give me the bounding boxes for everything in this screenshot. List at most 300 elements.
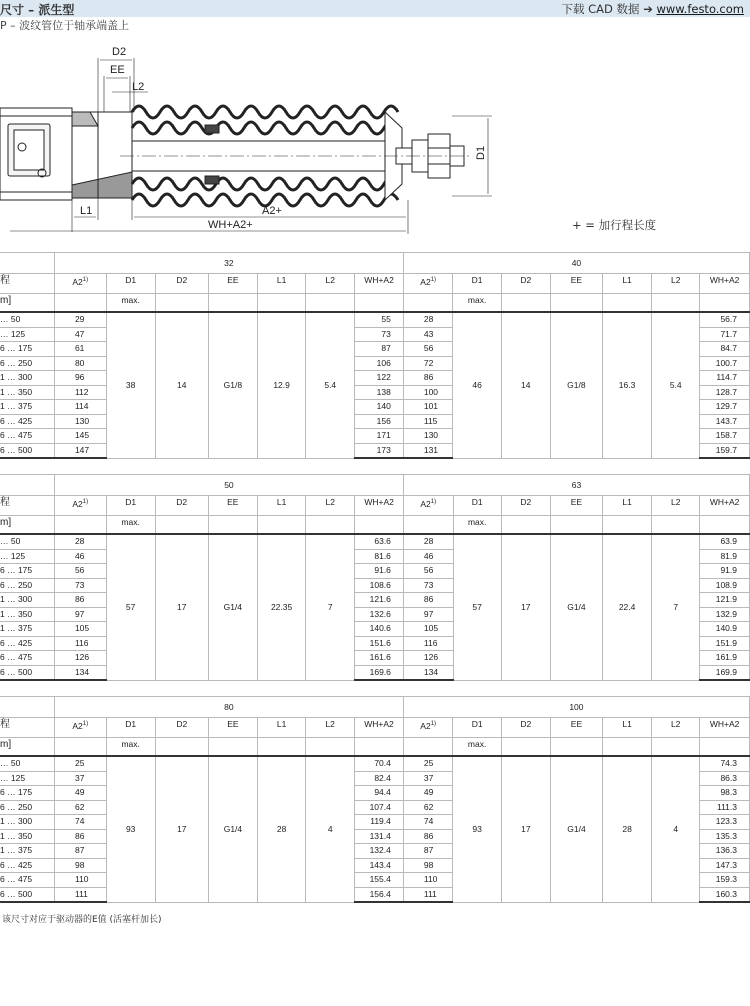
stroke-range: … 50 bbox=[0, 756, 54, 771]
l2-value: 5.4 bbox=[306, 312, 355, 458]
column-header bbox=[501, 718, 550, 738]
wha2-value: 147.3 bbox=[700, 858, 750, 873]
row-label-unit: m] bbox=[0, 294, 54, 313]
table-cell bbox=[403, 738, 453, 757]
footnote: 该尺寸对应于驱动器的E值 (活塞杆加长) bbox=[2, 915, 162, 925]
d2-value: 14 bbox=[501, 312, 550, 458]
column-header-label: L2 bbox=[670, 719, 681, 729]
column-header-label: WH+A2 bbox=[709, 497, 740, 507]
column-header bbox=[453, 496, 501, 516]
a2-value: 110 bbox=[54, 873, 106, 888]
wha2-value: 169.9 bbox=[700, 665, 750, 680]
table-cell bbox=[700, 516, 750, 535]
table-cell bbox=[652, 294, 700, 313]
a2-value: 97 bbox=[403, 607, 453, 622]
wha2-value: 81.9 bbox=[700, 549, 750, 564]
row-label: 程 bbox=[0, 496, 54, 516]
stroke-range: 1 … 300 bbox=[0, 593, 54, 608]
table-cell bbox=[257, 516, 305, 535]
table-cell bbox=[603, 516, 652, 535]
column-header bbox=[700, 718, 750, 738]
l2-value: 4 bbox=[306, 756, 355, 902]
bore-size-header: 80 bbox=[54, 697, 403, 718]
l1-value: 22.4 bbox=[603, 534, 652, 680]
column-header bbox=[652, 718, 700, 738]
column-header-label: L1 bbox=[622, 719, 632, 729]
column-header bbox=[355, 274, 404, 294]
d2-value: 14 bbox=[155, 312, 208, 458]
d1-value: 57 bbox=[106, 534, 155, 680]
a2-value: 105 bbox=[403, 622, 453, 637]
column-header bbox=[155, 496, 208, 516]
d1-value: 93 bbox=[106, 756, 155, 902]
column-header-label: L2 bbox=[325, 275, 335, 285]
table-cell bbox=[501, 516, 550, 535]
table-cell bbox=[306, 516, 355, 535]
column-header bbox=[501, 496, 550, 516]
d2-value: 17 bbox=[501, 534, 550, 680]
column-header-label: L1 bbox=[622, 275, 632, 285]
l2-value: 5.4 bbox=[652, 312, 700, 458]
a2-value: 112 bbox=[54, 385, 106, 400]
wha2-value: 63.9 bbox=[700, 534, 750, 549]
a2-value: 73 bbox=[403, 578, 453, 593]
table-cell bbox=[306, 738, 355, 757]
a2-value: 145 bbox=[54, 429, 106, 444]
column-header-label: L1 bbox=[276, 497, 287, 507]
wha2-value: 161.9 bbox=[700, 651, 750, 666]
column-header-label: L2 bbox=[325, 497, 335, 507]
wha2-value: 159.7 bbox=[700, 443, 750, 458]
column-header bbox=[700, 274, 750, 294]
table-cell bbox=[155, 294, 208, 313]
d2-value: 17 bbox=[155, 756, 208, 902]
label-wha2: WH+A2+ bbox=[208, 219, 253, 231]
stroke-range: 6 … 425 bbox=[0, 414, 54, 429]
table-cell bbox=[258, 294, 306, 313]
row-label-cell bbox=[0, 697, 54, 718]
column-header bbox=[355, 496, 404, 516]
column-header bbox=[54, 496, 106, 516]
row-label-cell bbox=[0, 475, 54, 496]
wha2-value: 70.4 bbox=[355, 756, 404, 771]
label-d1: D1 bbox=[475, 145, 487, 160]
l1-value: 28 bbox=[603, 756, 652, 902]
wha2-value: 151.9 bbox=[700, 636, 750, 651]
stroke-range: 1 … 300 bbox=[0, 815, 54, 830]
a2-value: 105 bbox=[54, 622, 106, 637]
table-cell bbox=[155, 738, 208, 757]
column-header-label: D2 bbox=[520, 719, 532, 729]
a2-value: 126 bbox=[54, 651, 106, 666]
wha2-value: 108.6 bbox=[355, 578, 404, 593]
column-header-label: D1 bbox=[471, 497, 483, 507]
table-cell bbox=[501, 738, 550, 757]
row-label-unit: m] bbox=[0, 738, 54, 757]
column-header bbox=[550, 718, 602, 738]
column-header-label: D1 bbox=[471, 275, 483, 285]
wha2-value: 63.6 bbox=[355, 534, 404, 549]
table-cell bbox=[700, 294, 750, 313]
label-a2: A2+ bbox=[262, 205, 282, 217]
stroke-range: 1 … 375 bbox=[0, 622, 54, 637]
wha2-value: 87 bbox=[355, 342, 404, 357]
column-header-label: L1 bbox=[622, 497, 632, 507]
ee-value: G1/4 bbox=[208, 756, 257, 902]
footnote-marker: 1) bbox=[430, 277, 437, 283]
wha2-value: 81.6 bbox=[355, 549, 404, 564]
table-cell bbox=[208, 738, 257, 757]
d1-max-label: max. bbox=[453, 516, 501, 535]
wha2-value: 82.4 bbox=[355, 771, 404, 786]
a2-value: 72 bbox=[403, 356, 453, 371]
column-header bbox=[403, 274, 453, 294]
a2-value: 97 bbox=[54, 607, 106, 622]
table-cell bbox=[54, 738, 106, 757]
wha2-value: 143.7 bbox=[700, 414, 750, 429]
d1-value: 93 bbox=[453, 756, 501, 902]
row-label: 程 bbox=[0, 274, 54, 294]
bore-size-header: 63 bbox=[403, 475, 749, 496]
a2-value: 28 bbox=[403, 312, 453, 327]
row-label-unit: m] bbox=[0, 516, 54, 535]
wha2-value: 91.9 bbox=[700, 564, 750, 579]
stroke-range: 6 … 425 bbox=[0, 858, 54, 873]
column-header-label: A2 bbox=[72, 720, 83, 731]
a2-value: 28 bbox=[403, 534, 453, 549]
wha2-value: 136.3 bbox=[700, 844, 750, 859]
page-title: 尺寸 – 派生型 bbox=[0, 3, 75, 17]
wha2-value: 91.6 bbox=[355, 564, 404, 579]
wha2-value: 84.7 bbox=[700, 342, 750, 357]
bore-size-header: 100 bbox=[403, 697, 749, 718]
column-header-label: D2 bbox=[176, 275, 188, 285]
table-cell bbox=[652, 738, 700, 757]
wha2-value: 114.7 bbox=[700, 371, 750, 386]
a2-value: 49 bbox=[403, 786, 453, 801]
table-cell bbox=[403, 516, 453, 535]
wha2-value: 132.6 bbox=[355, 607, 404, 622]
cad-download bbox=[561, 1, 744, 17]
ee-value: G1/4 bbox=[550, 756, 602, 902]
a2-value: 46 bbox=[54, 549, 106, 564]
a2-value: 86 bbox=[54, 829, 106, 844]
column-header-label: L2 bbox=[670, 275, 681, 285]
wha2-value: 122 bbox=[355, 371, 404, 386]
a2-value: 96 bbox=[54, 371, 106, 386]
column-header bbox=[306, 274, 355, 294]
a2-value: 73 bbox=[54, 578, 106, 593]
a2-value: 87 bbox=[403, 844, 453, 859]
column-header bbox=[550, 274, 602, 294]
table-cell bbox=[355, 516, 404, 535]
a2-value: 46 bbox=[403, 549, 453, 564]
column-header-label: D1 bbox=[125, 497, 137, 507]
wha2-value: 98.3 bbox=[700, 786, 750, 801]
wha2-value: 160.3 bbox=[700, 887, 750, 902]
wha2-value: 132.4 bbox=[355, 844, 404, 859]
column-header-label: L1 bbox=[276, 719, 287, 729]
column-header bbox=[700, 496, 750, 516]
wha2-value: 107.4 bbox=[355, 800, 404, 815]
l2-value: 7 bbox=[306, 534, 355, 680]
bore-size-header: 32 bbox=[54, 253, 403, 274]
a2-value: 62 bbox=[54, 800, 106, 815]
column-header bbox=[550, 496, 602, 516]
table-row bbox=[0, 534, 750, 549]
stroke-range: 1 … 375 bbox=[0, 400, 54, 415]
table-row bbox=[0, 312, 750, 327]
l1-value: 22.35 bbox=[257, 534, 305, 680]
column-header bbox=[258, 718, 306, 738]
table-cell bbox=[306, 294, 355, 313]
d1-max-label: max. bbox=[106, 294, 155, 313]
technical-drawing bbox=[0, 36, 750, 241]
wha2-value: 86.3 bbox=[700, 771, 750, 786]
table-cell bbox=[208, 294, 257, 313]
a2-value: 56 bbox=[403, 342, 453, 357]
d1-max-label: max. bbox=[453, 294, 501, 313]
wha2-value: 71.7 bbox=[700, 327, 750, 342]
table-cell bbox=[602, 294, 651, 313]
column-header-label: D2 bbox=[520, 275, 532, 285]
wha2-value: 140.6 bbox=[355, 622, 404, 637]
d2-value: 17 bbox=[501, 756, 550, 902]
table-cell bbox=[258, 738, 306, 757]
stroke-range: 6 … 250 bbox=[0, 356, 54, 371]
dimension-table bbox=[0, 474, 750, 681]
wha2-value: 129.7 bbox=[700, 400, 750, 415]
wha2-value: 94.4 bbox=[355, 786, 404, 801]
wha2-value: 161.6 bbox=[355, 651, 404, 666]
table-row bbox=[0, 756, 750, 771]
a2-value: 86 bbox=[403, 593, 453, 608]
column-header bbox=[257, 496, 305, 516]
column-header-label: D2 bbox=[520, 497, 532, 507]
column-header-label: WH+A2 bbox=[709, 719, 740, 729]
wha2-value: 140 bbox=[355, 400, 404, 415]
a2-value: 130 bbox=[403, 429, 453, 444]
l1-value: 28 bbox=[258, 756, 306, 902]
column-header bbox=[453, 718, 501, 738]
column-header bbox=[603, 718, 652, 738]
column-header bbox=[54, 274, 106, 294]
a2-value: 25 bbox=[54, 756, 106, 771]
a2-value: 74 bbox=[403, 815, 453, 830]
a2-value: 111 bbox=[54, 887, 106, 902]
dimension-table bbox=[0, 696, 750, 903]
label-ee: EE bbox=[110, 64, 125, 76]
wha2-value: 100.7 bbox=[700, 356, 750, 371]
stroke-range: 1 … 350 bbox=[0, 607, 54, 622]
a2-value: 100 bbox=[403, 385, 453, 400]
a2-value: 131 bbox=[403, 443, 453, 458]
wha2-value: 119.4 bbox=[355, 815, 404, 830]
label-l2: L2 bbox=[132, 81, 145, 93]
column-header-label: L2 bbox=[670, 497, 681, 507]
table-cell bbox=[550, 738, 602, 757]
column-header-label: A2 bbox=[72, 498, 83, 509]
table-cell bbox=[652, 516, 700, 535]
column-header-label: D1 bbox=[125, 719, 137, 729]
column-header-label: EE bbox=[570, 497, 583, 507]
ee-value: G1/8 bbox=[550, 312, 602, 458]
wha2-value: 151.6 bbox=[355, 636, 404, 651]
stroke-range: 6 … 500 bbox=[0, 665, 54, 680]
a2-value: 29 bbox=[54, 312, 106, 327]
column-header bbox=[652, 274, 700, 294]
bore-size-header: 40 bbox=[403, 253, 749, 274]
wha2-value: 108.9 bbox=[700, 578, 750, 593]
a2-value: 147 bbox=[54, 443, 106, 458]
a2-value: 101 bbox=[403, 400, 453, 415]
wha2-value: 123.3 bbox=[700, 815, 750, 830]
wha2-value: 74.3 bbox=[700, 756, 750, 771]
stroke-range: 1 … 350 bbox=[0, 385, 54, 400]
column-header-label: A2 bbox=[420, 498, 431, 509]
footnote-marker: 1) bbox=[82, 499, 89, 505]
stroke-range: … 125 bbox=[0, 771, 54, 786]
a2-value: 61 bbox=[54, 342, 106, 357]
a2-value: 74 bbox=[54, 815, 106, 830]
table-cell bbox=[550, 294, 602, 313]
column-header bbox=[602, 274, 651, 294]
a2-value: 47 bbox=[54, 327, 106, 342]
table-cell bbox=[208, 516, 257, 535]
a2-value: 37 bbox=[403, 771, 453, 786]
column-header-label: EE bbox=[227, 497, 239, 507]
column-header-label: EE bbox=[570, 719, 583, 729]
d1-max-label: max. bbox=[106, 516, 155, 535]
a2-value: 98 bbox=[403, 858, 453, 873]
table-cell bbox=[355, 294, 404, 313]
column-header bbox=[603, 496, 652, 516]
stroke-range: 1 … 350 bbox=[0, 829, 54, 844]
column-header-label: L1 bbox=[276, 275, 287, 285]
column-header bbox=[208, 274, 257, 294]
a2-value: 126 bbox=[403, 651, 453, 666]
stroke-range: 1 … 300 bbox=[0, 371, 54, 386]
column-header-label: D1 bbox=[125, 275, 137, 285]
a2-value: 134 bbox=[403, 665, 453, 680]
a2-value: 56 bbox=[403, 564, 453, 579]
column-header-label: WH+A2 bbox=[709, 275, 740, 285]
table-cell bbox=[155, 516, 208, 535]
table-cell bbox=[550, 516, 602, 535]
bore-size-header: 50 bbox=[54, 475, 403, 496]
column-header-label: L2 bbox=[325, 719, 335, 729]
a2-value: 98 bbox=[54, 858, 106, 873]
a2-value: 130 bbox=[54, 414, 106, 429]
wha2-value: 143.4 bbox=[355, 858, 404, 873]
column-header bbox=[355, 718, 404, 738]
footnote-marker: 1) bbox=[82, 721, 89, 727]
wha2-value: 128.7 bbox=[700, 385, 750, 400]
column-header bbox=[453, 274, 501, 294]
d2-value: 17 bbox=[155, 534, 208, 680]
column-header-label: WH+A2 bbox=[364, 719, 394, 729]
wha2-value: 121.9 bbox=[700, 593, 750, 608]
legend-text: + = 加行程长度 bbox=[572, 218, 657, 232]
column-header bbox=[403, 718, 453, 738]
label-d2: D2 bbox=[112, 46, 127, 58]
a2-value: 110 bbox=[403, 873, 453, 888]
column-header bbox=[403, 496, 453, 516]
column-header bbox=[306, 718, 355, 738]
dimension-table bbox=[0, 252, 750, 459]
stroke-range: … 125 bbox=[0, 327, 54, 342]
column-header bbox=[208, 718, 257, 738]
wha2-value: 55 bbox=[355, 312, 404, 327]
column-header bbox=[155, 718, 208, 738]
a2-value: 134 bbox=[54, 665, 106, 680]
stroke-range: … 50 bbox=[0, 534, 54, 549]
d1-value: 57 bbox=[453, 534, 501, 680]
wha2-value: 135.3 bbox=[700, 829, 750, 844]
ee-value: G1/8 bbox=[208, 312, 257, 458]
cad-download-text: 下载 CAD 数据 ➔ bbox=[561, 2, 653, 16]
column-header bbox=[54, 718, 106, 738]
table-cell bbox=[54, 294, 106, 313]
label-l1: L1 bbox=[80, 205, 93, 217]
wha2-value: 158.7 bbox=[700, 429, 750, 444]
stroke-range: … 50 bbox=[0, 312, 54, 327]
a2-value: 49 bbox=[54, 786, 106, 801]
a2-value: 56 bbox=[54, 564, 106, 579]
row-label-cell bbox=[0, 253, 54, 274]
l1-value: 12.9 bbox=[258, 312, 306, 458]
a2-value: 116 bbox=[403, 636, 453, 651]
stroke-range: … 125 bbox=[0, 549, 54, 564]
a2-value: 43 bbox=[403, 327, 453, 342]
ee-value: G1/4 bbox=[550, 534, 602, 680]
a2-value: 86 bbox=[54, 593, 106, 608]
column-header-label: D2 bbox=[176, 719, 188, 729]
a2-value: 37 bbox=[54, 771, 106, 786]
table-cell bbox=[603, 738, 652, 757]
wha2-value: 159.3 bbox=[700, 873, 750, 888]
stroke-range: 6 … 250 bbox=[0, 800, 54, 815]
ee-value: G1/4 bbox=[208, 534, 257, 680]
column-header bbox=[306, 496, 355, 516]
wha2-value: 132.9 bbox=[700, 607, 750, 622]
stroke-range: 6 … 250 bbox=[0, 578, 54, 593]
a2-value: 111 bbox=[403, 887, 453, 902]
table-cell bbox=[700, 738, 750, 757]
wha2-value: 155.4 bbox=[355, 873, 404, 888]
column-header bbox=[208, 496, 257, 516]
stroke-range: 6 … 425 bbox=[0, 636, 54, 651]
d1-value: 38 bbox=[106, 312, 155, 458]
a2-value: 114 bbox=[54, 400, 106, 415]
l2-value: 7 bbox=[652, 534, 700, 680]
column-header-label: WH+A2 bbox=[364, 497, 394, 507]
wha2-value: 73 bbox=[355, 327, 404, 342]
a2-value: 86 bbox=[403, 829, 453, 844]
a2-value: 62 bbox=[403, 800, 453, 815]
wha2-value: 171 bbox=[355, 429, 404, 444]
a2-value: 87 bbox=[54, 844, 106, 859]
a2-value: 25 bbox=[403, 756, 453, 771]
table-cell bbox=[403, 294, 453, 313]
a2-value: 86 bbox=[403, 371, 453, 386]
stroke-range: 6 … 500 bbox=[0, 887, 54, 902]
column-header-label: EE bbox=[227, 719, 239, 729]
a2-value: 115 bbox=[403, 414, 453, 429]
wha2-value: 156 bbox=[355, 414, 404, 429]
festo-link[interactable]: www.festo.com bbox=[656, 2, 744, 16]
column-header-label: D2 bbox=[176, 497, 188, 507]
